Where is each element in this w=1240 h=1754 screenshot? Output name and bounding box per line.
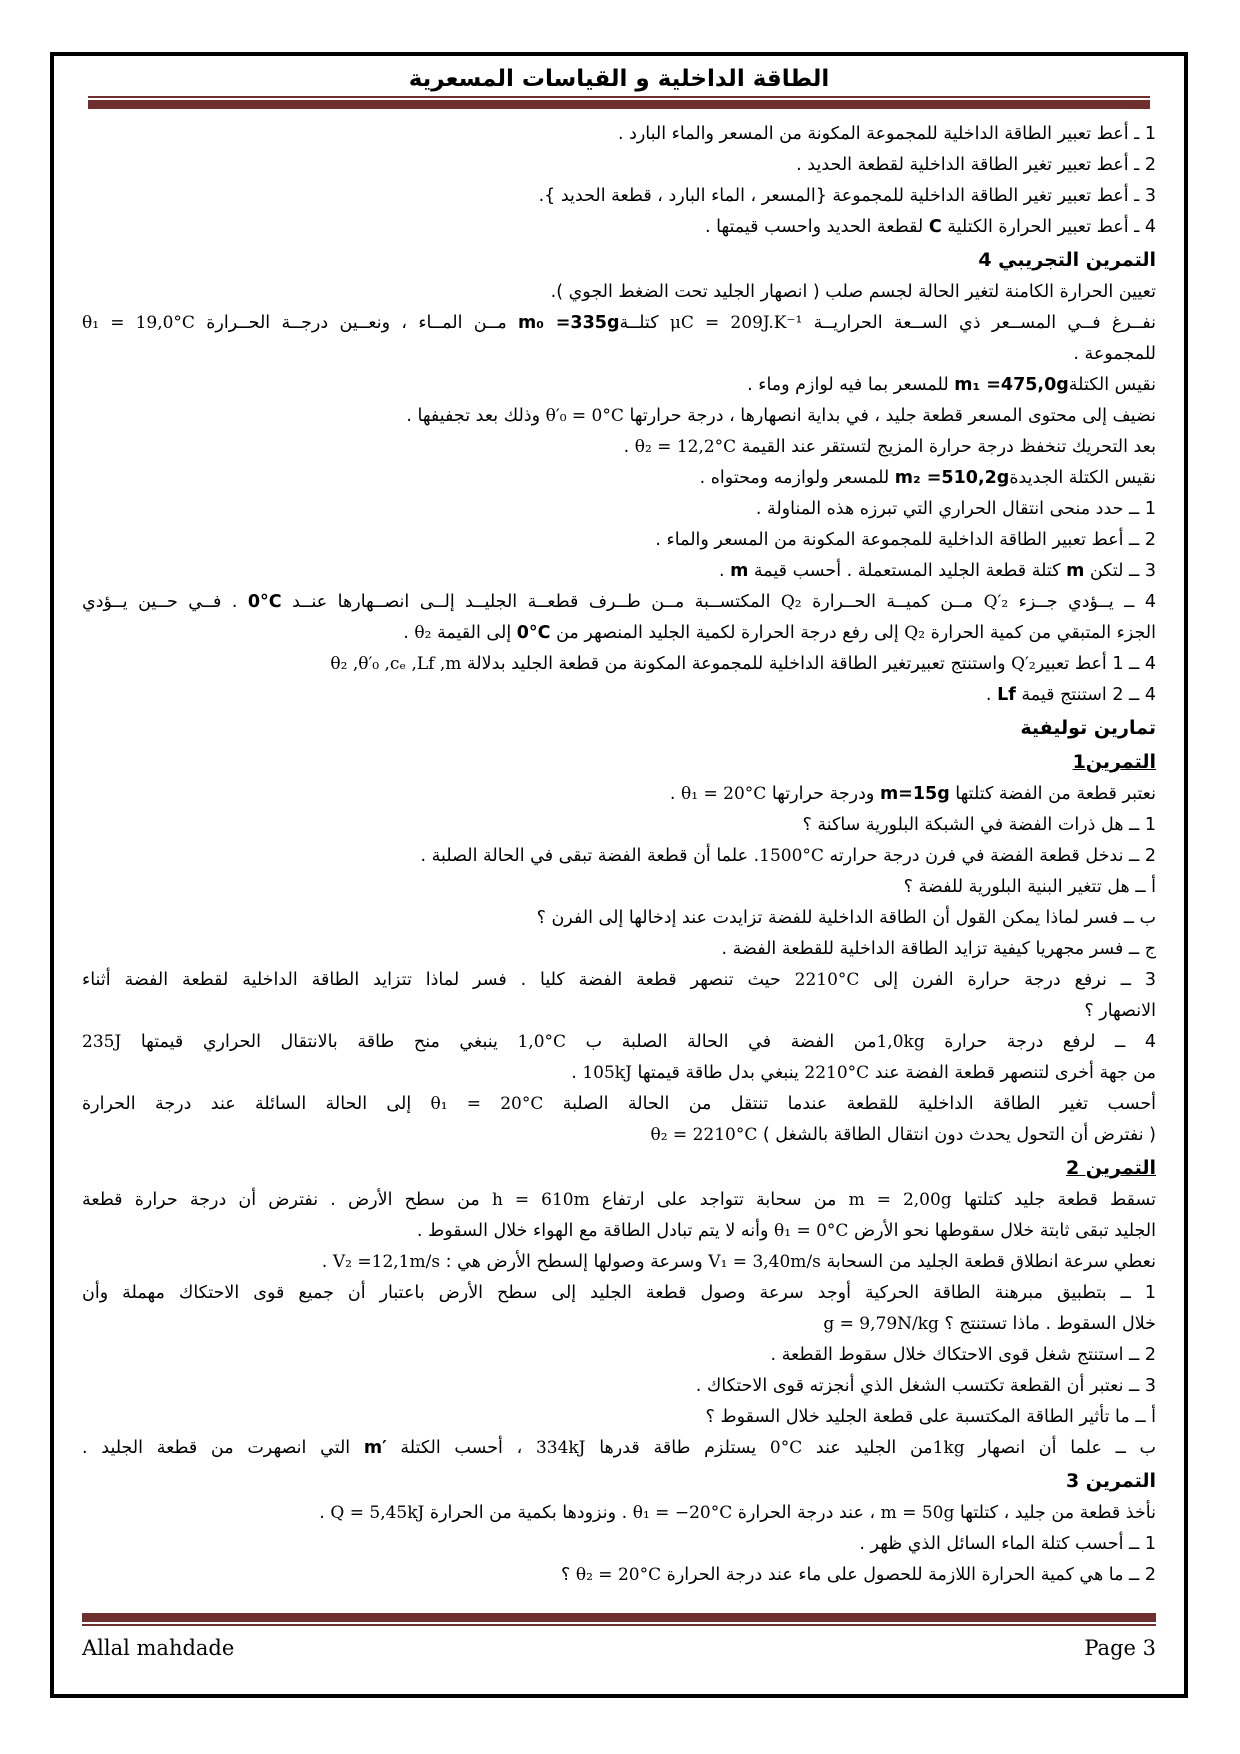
formula-bold: m₁ =475,0g bbox=[954, 375, 1069, 395]
arabic-text: ؟ bbox=[560, 1565, 576, 1585]
text-line bbox=[82, 1498, 1156, 1529]
text-line bbox=[82, 1433, 1156, 1464]
formula: θ₂ bbox=[414, 623, 432, 643]
arabic-text: 4 ـ أعط تعبير الحرارة الكتلية bbox=[941, 217, 1156, 237]
arabic-text: الانصهار ؟ bbox=[1084, 1001, 1156, 1021]
formula-bold: C bbox=[928, 217, 942, 237]
arabic-text: التمرين التجريبي 4 bbox=[978, 249, 1156, 271]
formula: θ₁ = 20°C bbox=[681, 784, 767, 804]
formula: 2210°C bbox=[794, 970, 860, 990]
arabic-text: 2 ــ ما هي كمية الحرارة اللازمة للحصول على ماء عند درجة الحرارة bbox=[661, 1565, 1156, 1585]
text-line bbox=[82, 1120, 1156, 1151]
arabic-text: ( نفترض أن التحول يحدث دون انتقال الطاقة بالشغل ) bbox=[757, 1125, 1156, 1145]
text-line bbox=[82, 1340, 1156, 1371]
formula: θ₁ = 20°C bbox=[430, 1094, 544, 1114]
arabic-text: مــن المــاء ، ونعــين درجــة الحــرارة bbox=[194, 313, 519, 333]
footer-text-row bbox=[82, 1636, 1156, 1660]
arabic-text: الجزء المتبقي من كمية الحرارة bbox=[925, 623, 1156, 643]
text-line bbox=[82, 277, 1156, 308]
arabic-text: 4 ــ 2 استنتج قيمة bbox=[1015, 685, 1156, 705]
arabic-text: التي انصهرت من قطعة الجليد . bbox=[82, 1438, 364, 1458]
arabic-text: من جهة أخرى لتنصهر قطعة الفضة عند bbox=[869, 1063, 1156, 1083]
arabic-text: للمسعر ولوازمه ومحتواه . bbox=[699, 468, 895, 488]
formula: θ₁ = 0°C bbox=[774, 1221, 849, 1241]
arabic-text: التمرين 3 bbox=[1065, 1470, 1156, 1492]
page-footer bbox=[82, 1613, 1156, 1660]
formula-bold: 0°C bbox=[516, 623, 551, 643]
text-line bbox=[82, 308, 1156, 339]
arabic-text: نقيس الكتلة bbox=[1068, 375, 1156, 395]
arabic-text: 3 ـ أعط تعبير تغير الطاقة الداخلية للمجموعة {المسعر ، الماء البارد ، قطعة الحديد }. bbox=[538, 186, 1156, 206]
footer-page-number: Page 3 bbox=[1084, 1636, 1156, 1660]
formula: θ′₀ = 0°C bbox=[545, 406, 624, 426]
section-heading bbox=[82, 1464, 1156, 1498]
arabic-text: ب ــ فسر لماذا يمكن القول أن الطاقة الداخلية للفضة تزايدت عند إدخالها إلى الفرن ؟ bbox=[536, 908, 1156, 928]
formula-bold: m bbox=[1066, 561, 1085, 581]
formula: 1,0kg bbox=[876, 1032, 925, 1052]
text-line bbox=[82, 1185, 1156, 1216]
formula: m = 2,00g bbox=[848, 1190, 952, 1210]
formula-bold: m′ bbox=[363, 1438, 387, 1458]
arabic-text: التمرين1 bbox=[1072, 751, 1156, 773]
arabic-text: نضيف إلى محتوى المسعر قطعة جليد ، في بداية انصهارها ، درجة حرارتها bbox=[623, 406, 1156, 426]
arabic-text: تعيين الحرارة الكامنة لتغير الحالة لجسم صلب ( انصهار الجليد تحت الضغط الجوي ). bbox=[550, 282, 1156, 302]
arabic-text: 4 ــ يــؤدي جــزء bbox=[1008, 592, 1156, 612]
arabic-text: 1 ــ بتطبيق مبرهنة الطاقة الحركية أوجد سرعة وصول قطعة الجليد إلى سطح الأرض باعتبار أن جميع قوى الاحتكاك مهملة وأن bbox=[82, 1283, 1156, 1303]
arabic-text: . bbox=[985, 685, 998, 705]
arabic-text: 3 ــ لتكن bbox=[1084, 561, 1156, 581]
text-line bbox=[82, 965, 1156, 996]
text-line bbox=[82, 432, 1156, 463]
arabic-text: ينبغي منح طاقة بالانتقال الحراري قيمتها bbox=[121, 1032, 518, 1052]
arabic-text: . bbox=[403, 623, 415, 643]
text-line bbox=[82, 1089, 1156, 1120]
arabic-text: 2 ـ أعط تعبير تغير الطاقة الداخلية لقطعة الحديد . bbox=[796, 155, 1156, 175]
formula: 334kJ bbox=[535, 1438, 586, 1458]
section-heading bbox=[82, 711, 1156, 745]
formula: h = 610m bbox=[491, 1190, 590, 1210]
formula: θ₁ = 19,0°C bbox=[82, 313, 195, 333]
arabic-text: . فــي حــين يــؤدي bbox=[82, 592, 248, 612]
page-border bbox=[50, 52, 1188, 1698]
text-line bbox=[82, 779, 1156, 810]
formula-bold: m bbox=[730, 561, 749, 581]
formula: θ₂ = 12,2°C bbox=[634, 437, 737, 457]
formula: Q = 5,45kJ bbox=[330, 1503, 425, 1523]
text-line bbox=[82, 1402, 1156, 1433]
text-line bbox=[82, 649, 1156, 680]
text-line bbox=[82, 680, 1156, 711]
arabic-text: 2 ــ ندخل قطعة الفضة في فرن درجة حرارته bbox=[823, 846, 1156, 866]
arabic-text: ينبغي بدل طاقة قيمتها bbox=[631, 1063, 805, 1083]
text-line bbox=[82, 934, 1156, 965]
text-line bbox=[82, 810, 1156, 841]
arabic-text: 1 ــ حدد منحى انتقال الحراري التي تبرزه هذه المناولة . bbox=[755, 499, 1156, 519]
arabic-text: إلى الحالة السائلة عند درجة الحرارة bbox=[82, 1094, 431, 1114]
header-rule bbox=[88, 96, 1150, 109]
text-line bbox=[82, 903, 1156, 934]
arabic-text: مــن كميــة الحــرارة bbox=[801, 592, 984, 612]
arabic-text: ب ــ علما أن انصهار bbox=[964, 1438, 1157, 1458]
arabic-text: يستلزم طاقة قدرها bbox=[585, 1438, 770, 1458]
arabic-text: نقيس الكتلة الجديدة bbox=[1009, 468, 1156, 488]
document-body bbox=[82, 119, 1156, 1591]
text-line bbox=[82, 463, 1156, 494]
formula: V₁ = 3,40m/s bbox=[708, 1252, 821, 1272]
formula: θ₁ = −20°C bbox=[632, 1503, 733, 1523]
arabic-text: . bbox=[571, 1063, 583, 1083]
header-rule-thin bbox=[88, 96, 1150, 98]
text-line bbox=[82, 181, 1156, 212]
arabic-text: كتلــة bbox=[619, 313, 670, 333]
section-heading bbox=[82, 243, 1156, 277]
arabic-text: الجليد تبقى ثابتة خلال سقوطها نحو الأرض bbox=[848, 1221, 1156, 1241]
text-line bbox=[82, 1529, 1156, 1560]
text-line bbox=[82, 212, 1156, 243]
text-line bbox=[82, 494, 1156, 525]
arabic-text: وذلك بعد تجفيفها . bbox=[406, 406, 546, 426]
arabic-text: 3 ــ نعتبر أن القطعة تكتسب الشغل الذي أنجزته قوى الاحتكاك . bbox=[695, 1376, 1156, 1396]
arabic-text: أحسب تغير الطاقة الداخلية للقطعة عندما تنتقل من الحالة الصلبة bbox=[543, 1094, 1156, 1114]
arabic-text: نفــرغ فــي المســعر ذي الســعة الحراريــة bbox=[802, 313, 1157, 333]
text-line bbox=[82, 370, 1156, 401]
arabic-text: التمرين 2 bbox=[1065, 1157, 1156, 1179]
formula: θ₂ = 20°C bbox=[575, 1565, 662, 1585]
formula: θ₂ ,θ′₀ ,cₑ ,Lf ,m bbox=[330, 654, 462, 674]
text-line bbox=[82, 1216, 1156, 1247]
formula: 1500°C bbox=[759, 846, 824, 866]
text-line bbox=[82, 1278, 1156, 1309]
arabic-text: . bbox=[321, 1252, 333, 1272]
arabic-text: ، أحسب الكتلة bbox=[386, 1438, 536, 1458]
arabic-text: تسقط قطعة جليد كتلتها bbox=[951, 1190, 1156, 1210]
arabic-text: المكتســبة مــن طــرف قطعــة الجليــد إلــى انصــهارها عنــد bbox=[281, 592, 781, 612]
text-line bbox=[82, 872, 1156, 903]
arabic-text: وأنه لا يتم تبادل الطاقة مع الهواء خلال السقوط . bbox=[416, 1221, 775, 1241]
text-line bbox=[82, 1027, 1156, 1058]
arabic-text: إلى رفع درجة الحرارة لكمية الجليد المنصهر من bbox=[550, 623, 905, 643]
formula-bold: m₂ =510,2g bbox=[894, 468, 1010, 488]
arabic-text: 3 ــ نرفع درجة حرارة الفرن إلى bbox=[859, 970, 1156, 990]
arabic-text: وسرعة وصولها إلسطح الأرض هي : bbox=[440, 1252, 709, 1272]
arabic-text: 1 ـ أعط تعبير الطاقة الداخلية للمجموعة المكونة من المسعر والماء البارد . bbox=[617, 124, 1156, 144]
arabic-text: من سطح الأرض . نفترض أن درجة حرارة قطعة bbox=[82, 1190, 492, 1210]
arabic-text: نعطي سرعة انطلاق قطعة الجليد من السحابة bbox=[820, 1252, 1156, 1272]
formula-bold: 0°C bbox=[247, 592, 282, 612]
arabic-text: 1 ــ أحسب كتلة الماء السائل الذي ظهر . bbox=[859, 1534, 1156, 1554]
arabic-text: . bbox=[718, 561, 731, 581]
text-line bbox=[82, 556, 1156, 587]
text-line bbox=[82, 401, 1156, 432]
page-inner bbox=[54, 56, 1184, 1591]
arabic-text: للمسعر بما فيه لوازم وماء . bbox=[747, 375, 955, 395]
formula: Q′₂ bbox=[983, 592, 1009, 612]
formula: μC = 209J.K⁻¹ bbox=[669, 313, 803, 333]
arabic-text: 2 ــ أعط تعبير الطاقة الداخلية للمجموعة المكونة من المسعر والماء . bbox=[655, 530, 1156, 550]
text-line bbox=[82, 1560, 1156, 1591]
arabic-text: كتلة قطعة الجليد المستعملة . أحسب قيمة bbox=[748, 561, 1067, 581]
formula: Q′₂ bbox=[1011, 654, 1036, 674]
text-line bbox=[82, 841, 1156, 872]
formula-bold: m₀ =335g bbox=[518, 313, 620, 333]
arabic-text: للمجموعة . bbox=[1073, 344, 1156, 364]
arabic-text: 1 ــ هل ذرات الفضة في الشبكة البلورية ساكنة ؟ bbox=[802, 815, 1156, 835]
formula: 235J bbox=[82, 1032, 122, 1052]
formula: 105kJ bbox=[582, 1063, 632, 1083]
formula: m = 50g bbox=[880, 1503, 955, 1523]
footer-author: Allal mahdade bbox=[82, 1636, 235, 1660]
arabic-text: ج ــ فسر مجهريا كيفية تزايد الطاقة الداخلية للقطعة الفضة . bbox=[721, 939, 1156, 959]
arabic-text: . bbox=[623, 437, 635, 457]
formula: 0°C bbox=[769, 1438, 803, 1458]
formula-bold: m=15g bbox=[879, 784, 950, 804]
arabic-text: بعد التحريك تنخفظ درجة حرارة المزيج لتستقر عند القيمة bbox=[736, 437, 1156, 457]
arabic-text: 2 ــ استنتج شغل قوى الاحتكاك خلال سقوط القطعة . bbox=[770, 1345, 1156, 1365]
arabic-text: حيث تنصهر قطعة الفضة كليا . فسر لماذا تتزايد الطاقة الداخلية لقطعة الفضة أثناء bbox=[82, 970, 795, 990]
arabic-text: واستنتج تعبيرتغير الطاقة الداخلية للمجموعة المكونة من قطعة الجليد بدلالة bbox=[461, 654, 1012, 674]
text-line bbox=[82, 1371, 1156, 1402]
formula: Q₂ bbox=[904, 623, 926, 643]
formula: θ₂ = 2210°C bbox=[650, 1125, 758, 1145]
arabic-text: . bbox=[669, 784, 682, 804]
arabic-text: من سحابة تتواجد على ارتفاع bbox=[589, 1190, 849, 1210]
arabic-text: . bbox=[319, 1503, 331, 1523]
arabic-text: من الفضة في الحالة الصلبة ب bbox=[566, 1032, 877, 1052]
text-line bbox=[82, 618, 1156, 649]
page-title: الطاقة الداخلية و القياسات المسعرية bbox=[408, 66, 830, 92]
section-heading bbox=[82, 1151, 1156, 1185]
text-line bbox=[82, 1309, 1156, 1340]
arabic-text: . علما أن قطعة الفضة تبقى في الحالة الصلبة . bbox=[420, 846, 760, 866]
arabic-text: 4 ــ 1 أعط تعبير bbox=[1035, 654, 1156, 674]
footer-rule bbox=[82, 1613, 1156, 1626]
text-line bbox=[82, 587, 1156, 618]
arabic-text: أ ــ هل تتغير البنية البلورية للفضة ؟ bbox=[903, 877, 1156, 897]
arabic-text: من الجليد عند bbox=[802, 1438, 933, 1458]
formula: Q₂ bbox=[780, 592, 802, 612]
footer-rule-thick bbox=[82, 1613, 1156, 1622]
formula: g = 9,79N/kg bbox=[823, 1314, 939, 1334]
text-line bbox=[82, 119, 1156, 150]
arabic-text: خلال السقوط . ماذا تستنتج ؟ bbox=[938, 1314, 1156, 1334]
formula: 1,0°C bbox=[517, 1032, 567, 1052]
text-line bbox=[82, 1247, 1156, 1278]
arabic-text: إلى القيمة bbox=[431, 623, 517, 643]
formula: 1kg bbox=[932, 1438, 965, 1458]
text-line bbox=[82, 525, 1156, 556]
text-line bbox=[82, 996, 1156, 1027]
formula: 2210°C bbox=[804, 1063, 870, 1083]
arabic-text: أ ــ ما تأثير الطاقة المكتسبة على قطعة الجليد خلال السقوط ؟ bbox=[705, 1407, 1156, 1427]
arabic-text: 4 ــ لرفع درجة حرارة bbox=[924, 1032, 1156, 1052]
arabic-text: . ونزودها بكمية من الحرارة bbox=[424, 1503, 633, 1523]
formula: V₂ =12,1m/s bbox=[332, 1252, 441, 1272]
arabic-text: ودرجة حرارتها bbox=[766, 784, 880, 804]
arabic-text: نأخذ قطعة من جليد ، كتلتها bbox=[954, 1503, 1156, 1523]
formula-bold: Lf bbox=[997, 685, 1016, 705]
arabic-text: نعتبر قطعة من الفضة كتلتها bbox=[949, 784, 1156, 804]
arabic-text: ، عند درجة الحرارة bbox=[732, 1503, 881, 1523]
text-line bbox=[82, 1058, 1156, 1089]
text-line bbox=[82, 339, 1156, 370]
section-heading bbox=[82, 745, 1156, 779]
text-line bbox=[82, 150, 1156, 181]
footer-rule-thin bbox=[82, 1624, 1156, 1626]
arabic-text: لقطعة الحديد واحسب قيمتها . bbox=[704, 217, 929, 237]
arabic-text: تمارين توليفية bbox=[1020, 717, 1156, 739]
header-rule-thick bbox=[88, 100, 1150, 109]
